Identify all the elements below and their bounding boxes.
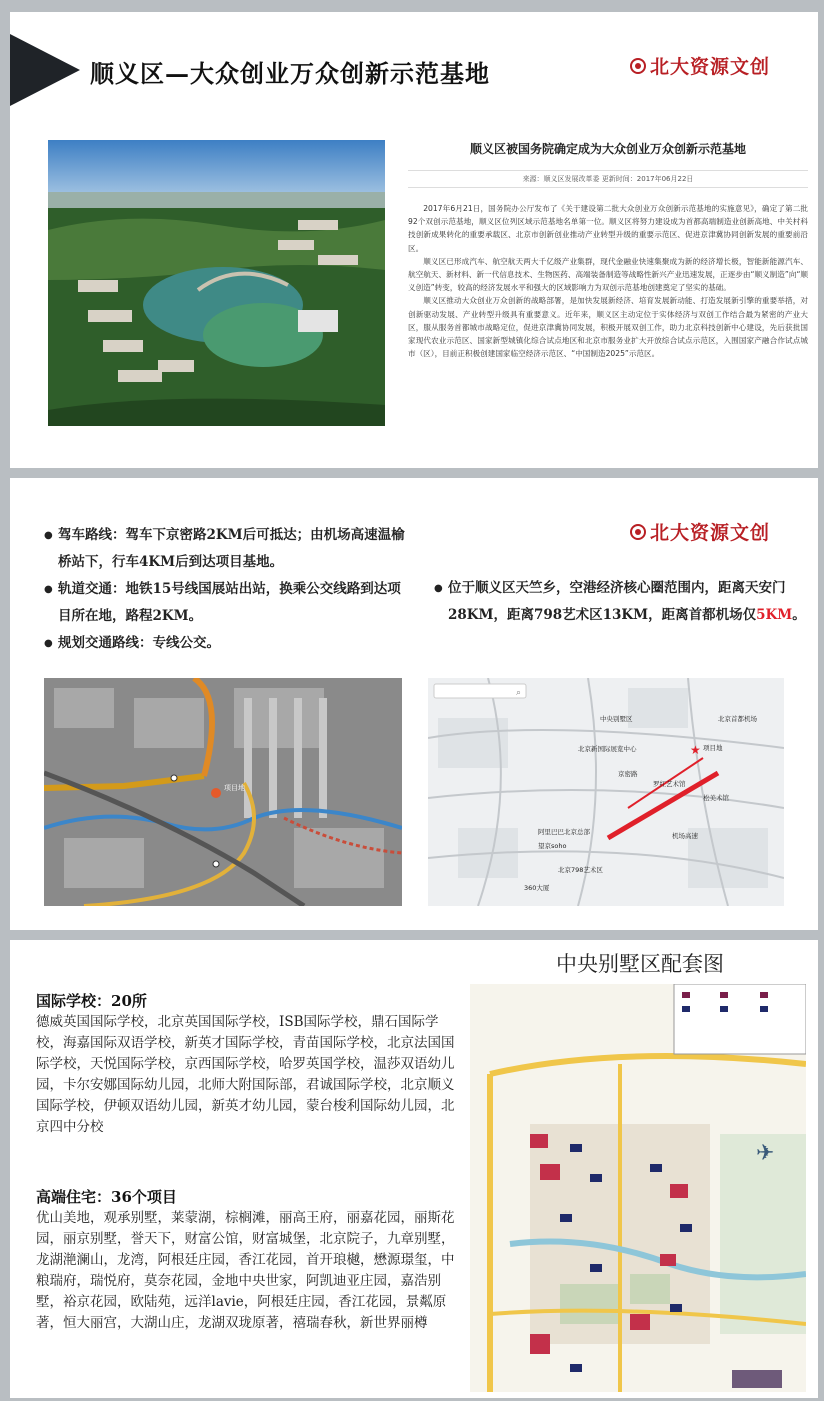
bullet-rail: ● 轨道交通：地铁15号线国展站出站，换乘公交线路到达项目所在地，路程2KM。 [44, 576, 408, 630]
location-suffix: 。 [792, 607, 806, 623]
slide-central-villa-amenities [10, 940, 818, 1398]
search-icon[interactable]: ⌕ [516, 688, 522, 698]
title-arrow-shape [10, 34, 80, 106]
brand-logo [630, 518, 770, 545]
logo-text: 北大资源文创 [650, 56, 771, 78]
map-label: 罗红艺术馆 [653, 780, 686, 788]
map-label: 中央别墅区 [600, 715, 633, 723]
location-bullet [434, 575, 806, 629]
map-label: 项目地 [703, 744, 723, 752]
bullet-driving: ● 驾车路线：驾车下京密路2KM后可抵达；由机场高速温榆桥站下，行车4KM后到达项目基地。 [44, 522, 408, 576]
map-label: 北京首都机场 [718, 715, 757, 723]
airport-distance-highlight: 5KM [756, 607, 793, 623]
map-label: 阿里巴巴北京总部 [538, 828, 590, 836]
project-site-label: 项目地 [224, 784, 245, 792]
map-label: 京密路 [618, 770, 638, 778]
bullet-planned: ● 规划交通路线：专线公交。 [44, 630, 408, 657]
map-label: 望京soho [538, 842, 567, 850]
logo-text: 北大资源文创 [650, 522, 771, 544]
map-label: 北京798艺术区 [558, 866, 603, 874]
project-star-icon: ★ [690, 743, 701, 757]
slide-demonstration-base [10, 12, 818, 468]
transport-bullets [44, 522, 408, 657]
airplane-icon: ✈ [756, 1141, 775, 1166]
logo-mark-icon [630, 58, 646, 74]
article-title: 顺义区被国务院确定成为大众创业万众创新示范基地 [469, 142, 746, 156]
location-map [428, 678, 784, 906]
brand-logo [630, 52, 770, 79]
logo-mark-icon [630, 524, 646, 540]
map-label: 360大厦 [524, 884, 550, 892]
slide-transportation [10, 478, 818, 930]
schools-heading: 国际学校：20所 [36, 992, 147, 1010]
map-label: 机场高速 [672, 832, 698, 840]
residences-heading: 高端住宅：36个项目 [36, 1188, 177, 1206]
article-paragraph: 顺义区已形成汽车、航空航天两大千亿级产业集群，现代金融业快速集聚成为新的经济增长极，智能新能源汽车、航空航天、新材料、新一代信息技术、生物医药、高端装备制造等战略性新兴产业迅速发展，正逐步由“顺义制造”向“顺义创造”转变，较高的经济发展水平和强大的区域影响力为双创示范基地创建奠定了坚实的基础。 [408, 256, 808, 293]
article-paragraph: 2017年6月21日，国务院办公厅发布了《关于建设第二批大众创业万众创新示范基地的实施意见》，确定了第二批92个双创示范基地，顺义区位列区域示范基地名单第一位。顺义区将努力建设成为首都高端制造业创新高地、中关村科技创新成果转化的重要承载区、北京市创新创业推动产业转型升级的重要示范区、促进京津冀协同创新发展的重要前沿区。 [408, 204, 808, 253]
article-meta: 来源：顺义区发展改革委 更新时间：2017年06月22日 [408, 170, 808, 188]
bullet-location [434, 575, 806, 629]
amenities-map-title: 中央别墅区配套图 [556, 952, 724, 976]
rail-map [44, 678, 402, 906]
article-body [408, 202, 808, 360]
amenities-map [470, 984, 806, 1392]
location-text: 位于顺义区天竺乡，空港经济核心圈范围内，距离天安门28KM，距离798艺术区13KM，距离首都机场仅 [448, 580, 786, 623]
article-paragraph: 顺义区推动大众创业万众创新的战略部署，是加快发展新经济、培育发展新动能、打造发展新引擎的重要举措，对创新驱动发展、产业转型升级具有重要意义。近年来，顺义区主动定位于实体经济与双创工作结合最为紧密的产业大区，服从服务首都城市战略定位，促进京津冀协同发展，积极开展双创工作，助力北京科技创新中心建设，先后获批国家现代农业示范区、国家新型城镇化综合试点地区和北京市服务业扩大开放综合试点示范区，入围国家产融合作试点城市（区），目前正积极创建国家临空经济示范区、“中国制造2025”示范区。 [408, 296, 808, 359]
map-label: 松美术馆 [703, 794, 729, 802]
aerial-photo [48, 140, 385, 426]
map-label: 北京新国际展览中心 [578, 745, 637, 753]
residences-list: 优山美地，观承别墅，莱蒙湖，棕榈滩，丽高王府，丽嘉花园，丽斯花园，丽京别墅，誉天下，财富公馆，财富城堡，北京院子，九章别墅，龙湖滟澜山，龙湾，阿根廷庄园，香江花园，首开琅樾，懋源璟玺，中粮瑞府，瑞悦府，莫奈花园，金地中央世家，阿凯迪亚庄园，嘉浩别墅，裕京花园，欧陆苑，远洋lavie，阿根廷庄园，香江花园，景粼原著，恒大丽宫，大湖山庄，龙湖双珑原著，禧瑞春秋，新世界丽樽 [36, 1210, 455, 1331]
slide-title: 顺义区—大众创业万众创新示范基地 [90, 59, 490, 88]
schools-list: 德威英国国际学校，北京英国国际学校，ISB国际学校，鼎石国际学校，海嘉国际双语学校，新英才国际学校，青苗国际学校，北京法国国际学校，天悦国际学校，京西国际学校，哈罗英国学校，温莎双语幼儿园，卡尔安娜国际幼儿园，北师大附国际部，君诚国际学校，北京顺义国际学校，伊顿双语幼儿园，新英才幼儿园，蒙台梭利国际幼儿园，北京四中分校 [36, 1014, 455, 1135]
